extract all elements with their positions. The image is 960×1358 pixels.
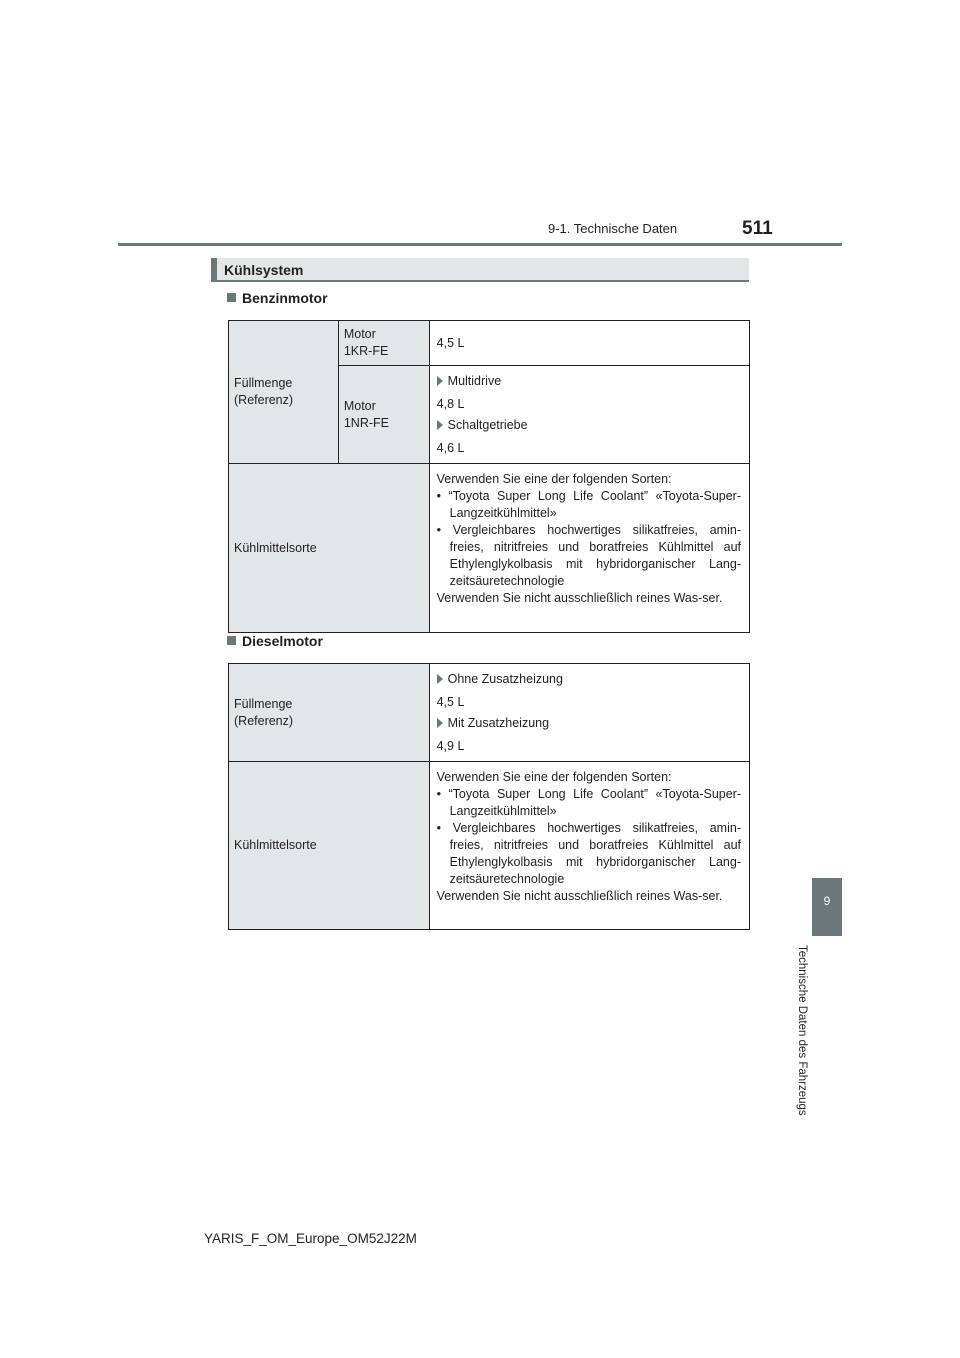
section-header — [211, 258, 749, 282]
square-bullet-icon — [227, 636, 236, 645]
option-label: Multidrive — [447, 374, 502, 388]
coolant-bullet: • Vergleichbares hochwertiges silikatfreies, amin-freies, nitritfreies und boratfreies Kühlmittel auf Ethylenglykolbasis mit hybridorganischer Lang-zeitsäuretechnologie — [436, 523, 741, 588]
coolant-bullet: • “Toyota Super Long Life Coolant” «Toyota-Super-Langzeitkühlmittel» — [436, 787, 741, 818]
header-rule — [118, 243, 842, 246]
option-value: 4,9 L — [436, 739, 465, 753]
coolant-label: Kühlmittelsorte — [229, 762, 430, 930]
option-label: Mit Zusatzheizung — [447, 716, 550, 730]
coolant-bullet: • “Toyota Super Long Life Coolant” «Toyota-Super-Langzeitkühlmittel» — [436, 489, 741, 520]
coolant-intro: Verwenden Sie eine der folgenden Sorten: — [436, 770, 672, 784]
coolant-description — [429, 464, 749, 633]
chapter-tab-number: 9 — [823, 894, 831, 908]
chapter-tab-label: Technische Daten des Fahrzeugs — [796, 945, 808, 1116]
subheading-diesel-text: Dieselmotor — [242, 633, 323, 649]
option-value: 4,5 L — [436, 695, 465, 709]
fill-values — [429, 664, 749, 762]
table-row — [229, 464, 750, 633]
table-row — [229, 762, 750, 930]
fill-label: Füllmenge (Referenz) — [229, 321, 339, 464]
coolant-note: Verwenden Sie nicht ausschließlich reines Was-ser. — [436, 591, 723, 605]
option-label: Schaltgetriebe — [447, 418, 528, 432]
subheading-diesel — [227, 633, 323, 649]
fill-label: Füllmenge (Referenz) — [229, 664, 430, 762]
engine-values — [429, 366, 749, 464]
engine-label: Motor 1NR-FE — [338, 366, 429, 464]
subheading-benzin-text: Benzinmotor — [242, 290, 328, 306]
coolant-label: Kühlmittelsorte — [229, 464, 430, 633]
triangle-bullet-icon — [437, 718, 443, 728]
coolant-intro: Verwenden Sie eine der folgenden Sorten: — [436, 472, 672, 486]
footer-doc-id: YARIS_F_OM_Europe_OM52J22M — [204, 1231, 417, 1246]
table-row — [229, 664, 750, 762]
section-title: Kühlsystem — [224, 262, 304, 278]
option-label: Ohne Zusatzheizung — [447, 672, 563, 686]
option-value: 4,8 L — [436, 397, 465, 411]
subheading-benzin — [227, 290, 328, 306]
triangle-bullet-icon — [437, 674, 443, 684]
engine-value: 4,5 L — [429, 321, 749, 366]
engine-label: Motor 1KR-FE — [338, 321, 429, 366]
header-section-title: 9-1. Technische Daten — [548, 221, 678, 236]
table-row — [229, 321, 750, 366]
coolant-description — [429, 762, 749, 930]
square-bullet-icon — [227, 293, 236, 302]
coolant-note: Verwenden Sie nicht ausschließlich reines Was-ser. — [436, 889, 723, 903]
triangle-bullet-icon — [437, 376, 443, 386]
benzin-spec-table — [228, 320, 750, 633]
triangle-bullet-icon — [437, 420, 443, 430]
page-number: 511 — [742, 218, 773, 239]
diesel-spec-table — [228, 663, 750, 930]
option-value: 4,6 L — [436, 441, 465, 455]
coolant-bullet: • Vergleichbares hochwertiges silikatfreies, amin-freies, nitritfreies und boratfreies Kühlmittel auf Ethylenglykolbasis mit hybridorganischer Lang-zeitsäuretechnologie — [436, 821, 741, 886]
